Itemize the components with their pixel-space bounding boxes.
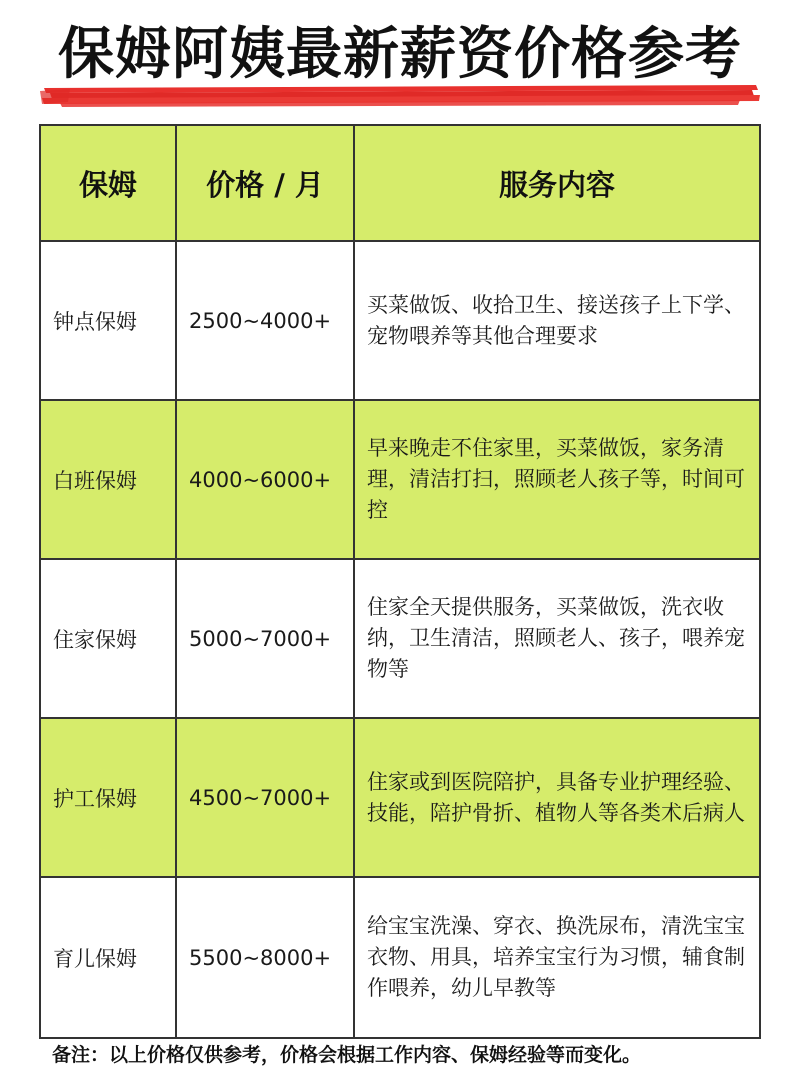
service-description-cell: 买菜做饭、收拾卫生、接送孩子上下学、宠物喂养等其他合理要求 xyxy=(354,241,760,400)
price-table xyxy=(39,124,761,1039)
header-service-content: 服务内容 xyxy=(354,125,760,241)
header-nanny-type: 保姆 xyxy=(40,125,176,241)
price-cell: 4000~6000+ xyxy=(176,400,354,559)
table-row xyxy=(40,241,760,400)
table-header-row xyxy=(40,125,760,241)
nanny-type-cell: 白班保姆 xyxy=(40,400,176,559)
nanny-type-cell: 育儿保姆 xyxy=(40,877,176,1038)
service-description-cell: 早来晚走不住家里，买菜做饭，家务清理，清洁打扫，照顾老人孩子等，时间可控 xyxy=(354,400,760,559)
price-cell: 5000~7000+ xyxy=(176,559,354,718)
table-row xyxy=(40,718,760,877)
service-description-cell: 给宝宝洗澡、穿衣、换洗尿布，清洗宝宝衣物、用具，培养宝宝行为习惯，辅食制作喂养，幼儿早教等 xyxy=(354,877,760,1038)
service-description-cell: 住家全天提供服务，买菜做饭，洗衣收纳，卫生清洁，照顾老人、孩子，喂养宠物等 xyxy=(354,559,760,718)
table-row xyxy=(40,877,760,1038)
nanny-type-cell: 护工保姆 xyxy=(40,718,176,877)
table-row xyxy=(40,400,760,559)
nanny-type-cell: 钟点保姆 xyxy=(40,241,176,400)
nanny-type-cell: 住家保姆 xyxy=(40,559,176,718)
price-cell: 4500~7000+ xyxy=(176,718,354,877)
header-monthly-price: 价格 / 月 xyxy=(176,125,354,241)
price-cell: 2500~4000+ xyxy=(176,241,354,400)
price-cell: 5500~8000+ xyxy=(176,877,354,1038)
page-title: 保姆阿姨最新薪资价格参考 xyxy=(58,22,742,87)
table-row xyxy=(40,559,760,718)
footnote: 备注：以上价格仅供参考，价格会根据工作内容、保姆经验等而变化。 xyxy=(52,1044,642,1066)
service-description-cell: 住家或到医院陪护，具备专业护理经验、技能，陪护骨折、植物人等各类术后病人 xyxy=(354,718,760,877)
